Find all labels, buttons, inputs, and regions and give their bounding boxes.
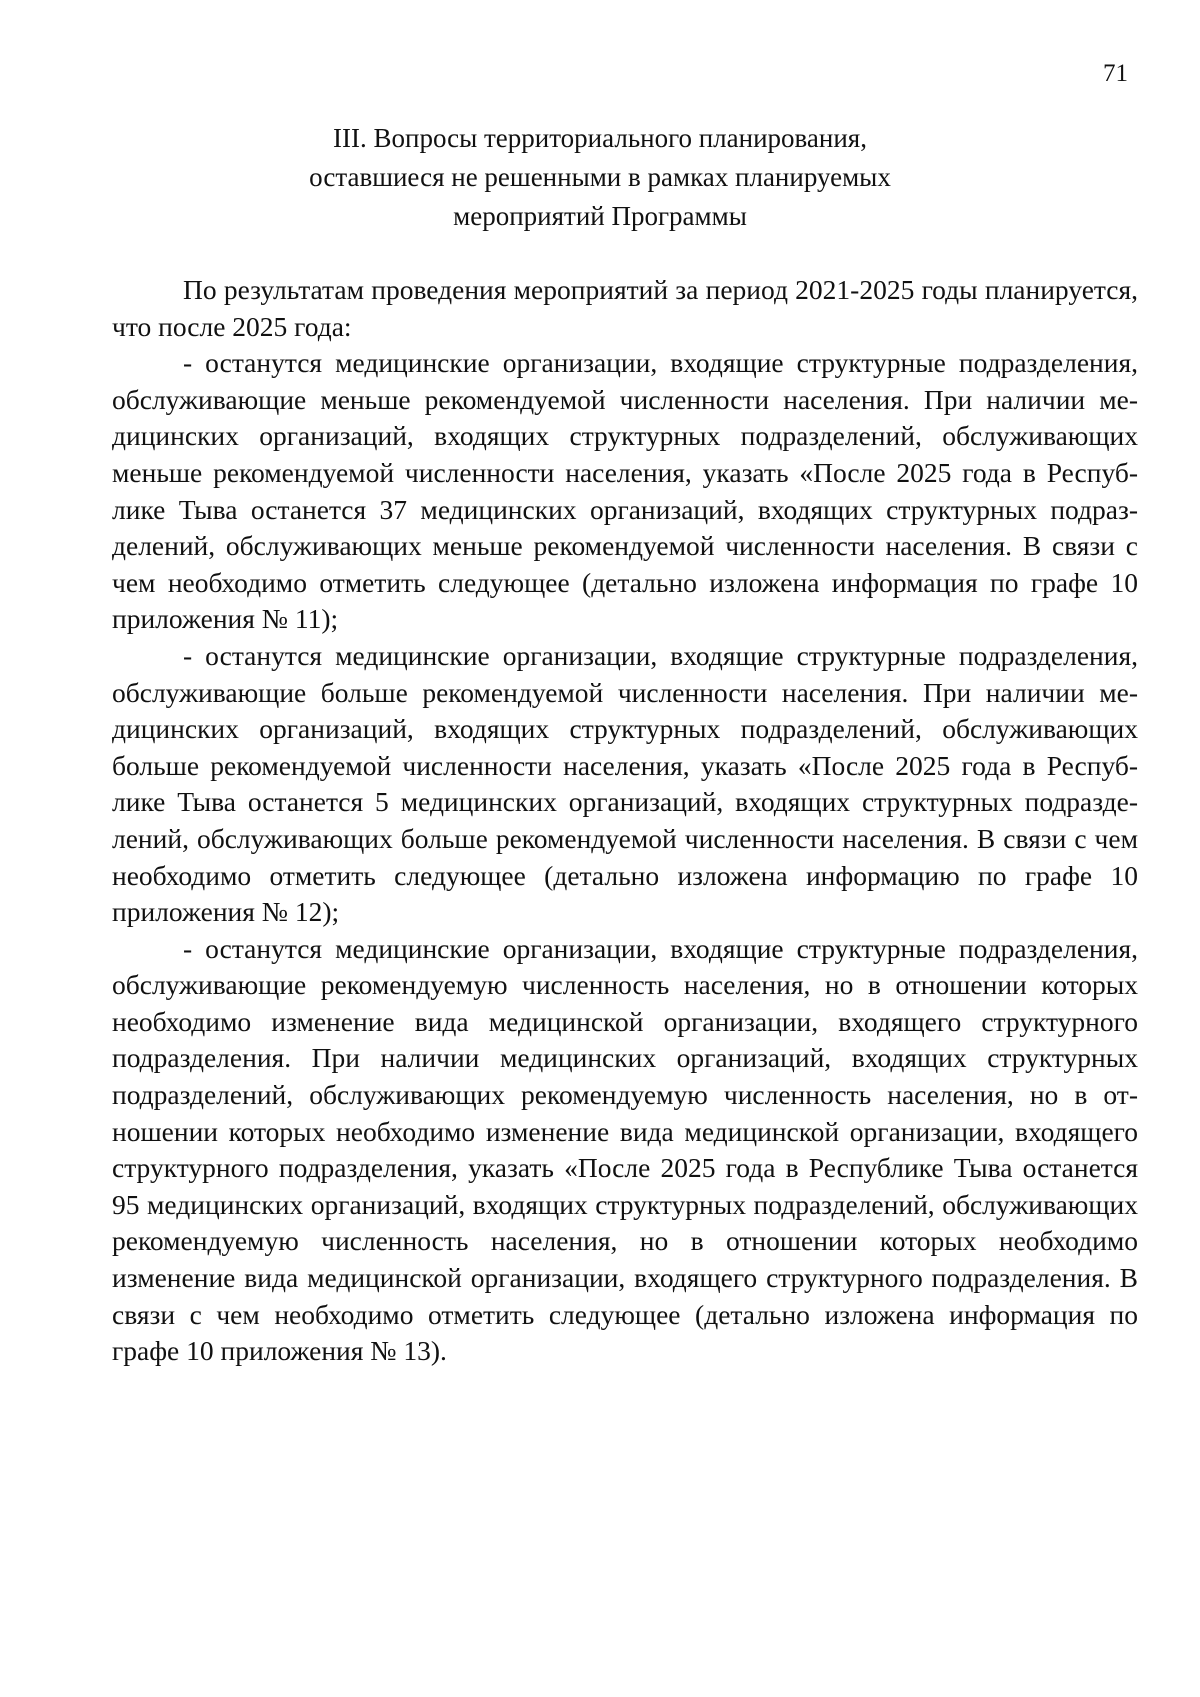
list-item-paragraph: - останутся медицинские организации, входящие структурные подразделения, обслуживающие рекомендуемую численность населения, но в отношении которых необходимо изменение вида медицинской организации, входящего структурного подразделения. При наличии медицинских организаций, входящих структурных подразделений, обслуживающих рекомендуемую численность населения, но в отношении которых необходимо изменение вида медицинской организации, входящего структурного подразделения, указать «После 2025 года в Республике Тыва останется 95 медицинских организаций, входящих структурных подразделений, обслуживающих рекомендуемую численность населения, но в отношении которых необходимо изменение вида медицинской организации, входящего структурного подразделения. В связи с чем необходимо отметить следующее (детально изложена информация по графе 10 приложения № 13). xyxy=(112,932,1138,1367)
page-number: 71 xyxy=(1103,60,1128,87)
list-item-paragraph: - останутся медицинские организации, входящие структурные подразделения, обслуживающие меньше рекомендуемой численности населения. При наличии медицинских организаций, входящих структурных подразделений, обслуживающих меньше рекомендуемой численности населения, указать «После 2025 года в Республике Тыва останется 37 медицинских организаций, входящих структурных подразделений, обслуживающих меньше рекомендуемой численности населения. В связи с чем необходимо отметить следующее (детально изложена информация по графе 10 приложения № 11); xyxy=(112,347,1138,635)
intro-paragraph: По результатам проведения мероприятий за период 2021-2025 годы планируется, что после 2025 года: xyxy=(112,274,1138,342)
section-title-line: III. Вопросы территориального планирования, xyxy=(333,123,867,153)
list-item-paragraph: - останутся медицинские организации, входящие структурные подразделения, обслуживающие больше рекомендуемой численности населения. При наличии медицинских организаций, входящих структурных подразделений, обслуживающих больше рекомендуемой численности населения, указать «После 2025 года в Республике Тыва останется 5 медицинских организаций, входящих структурных подразделений, обслуживающих больше рекомендуемой численности населения. В связи с чем необходимо отметить следующее (детально изложена информацию по графе 10 приложения № 12); xyxy=(112,639,1138,928)
document-body xyxy=(112,272,1138,1370)
section-title-line: мероприятий Программы xyxy=(453,201,747,231)
section-title xyxy=(0,119,1200,236)
section-title-line: оставшиеся не решенными в рамках планируемых xyxy=(309,162,891,192)
